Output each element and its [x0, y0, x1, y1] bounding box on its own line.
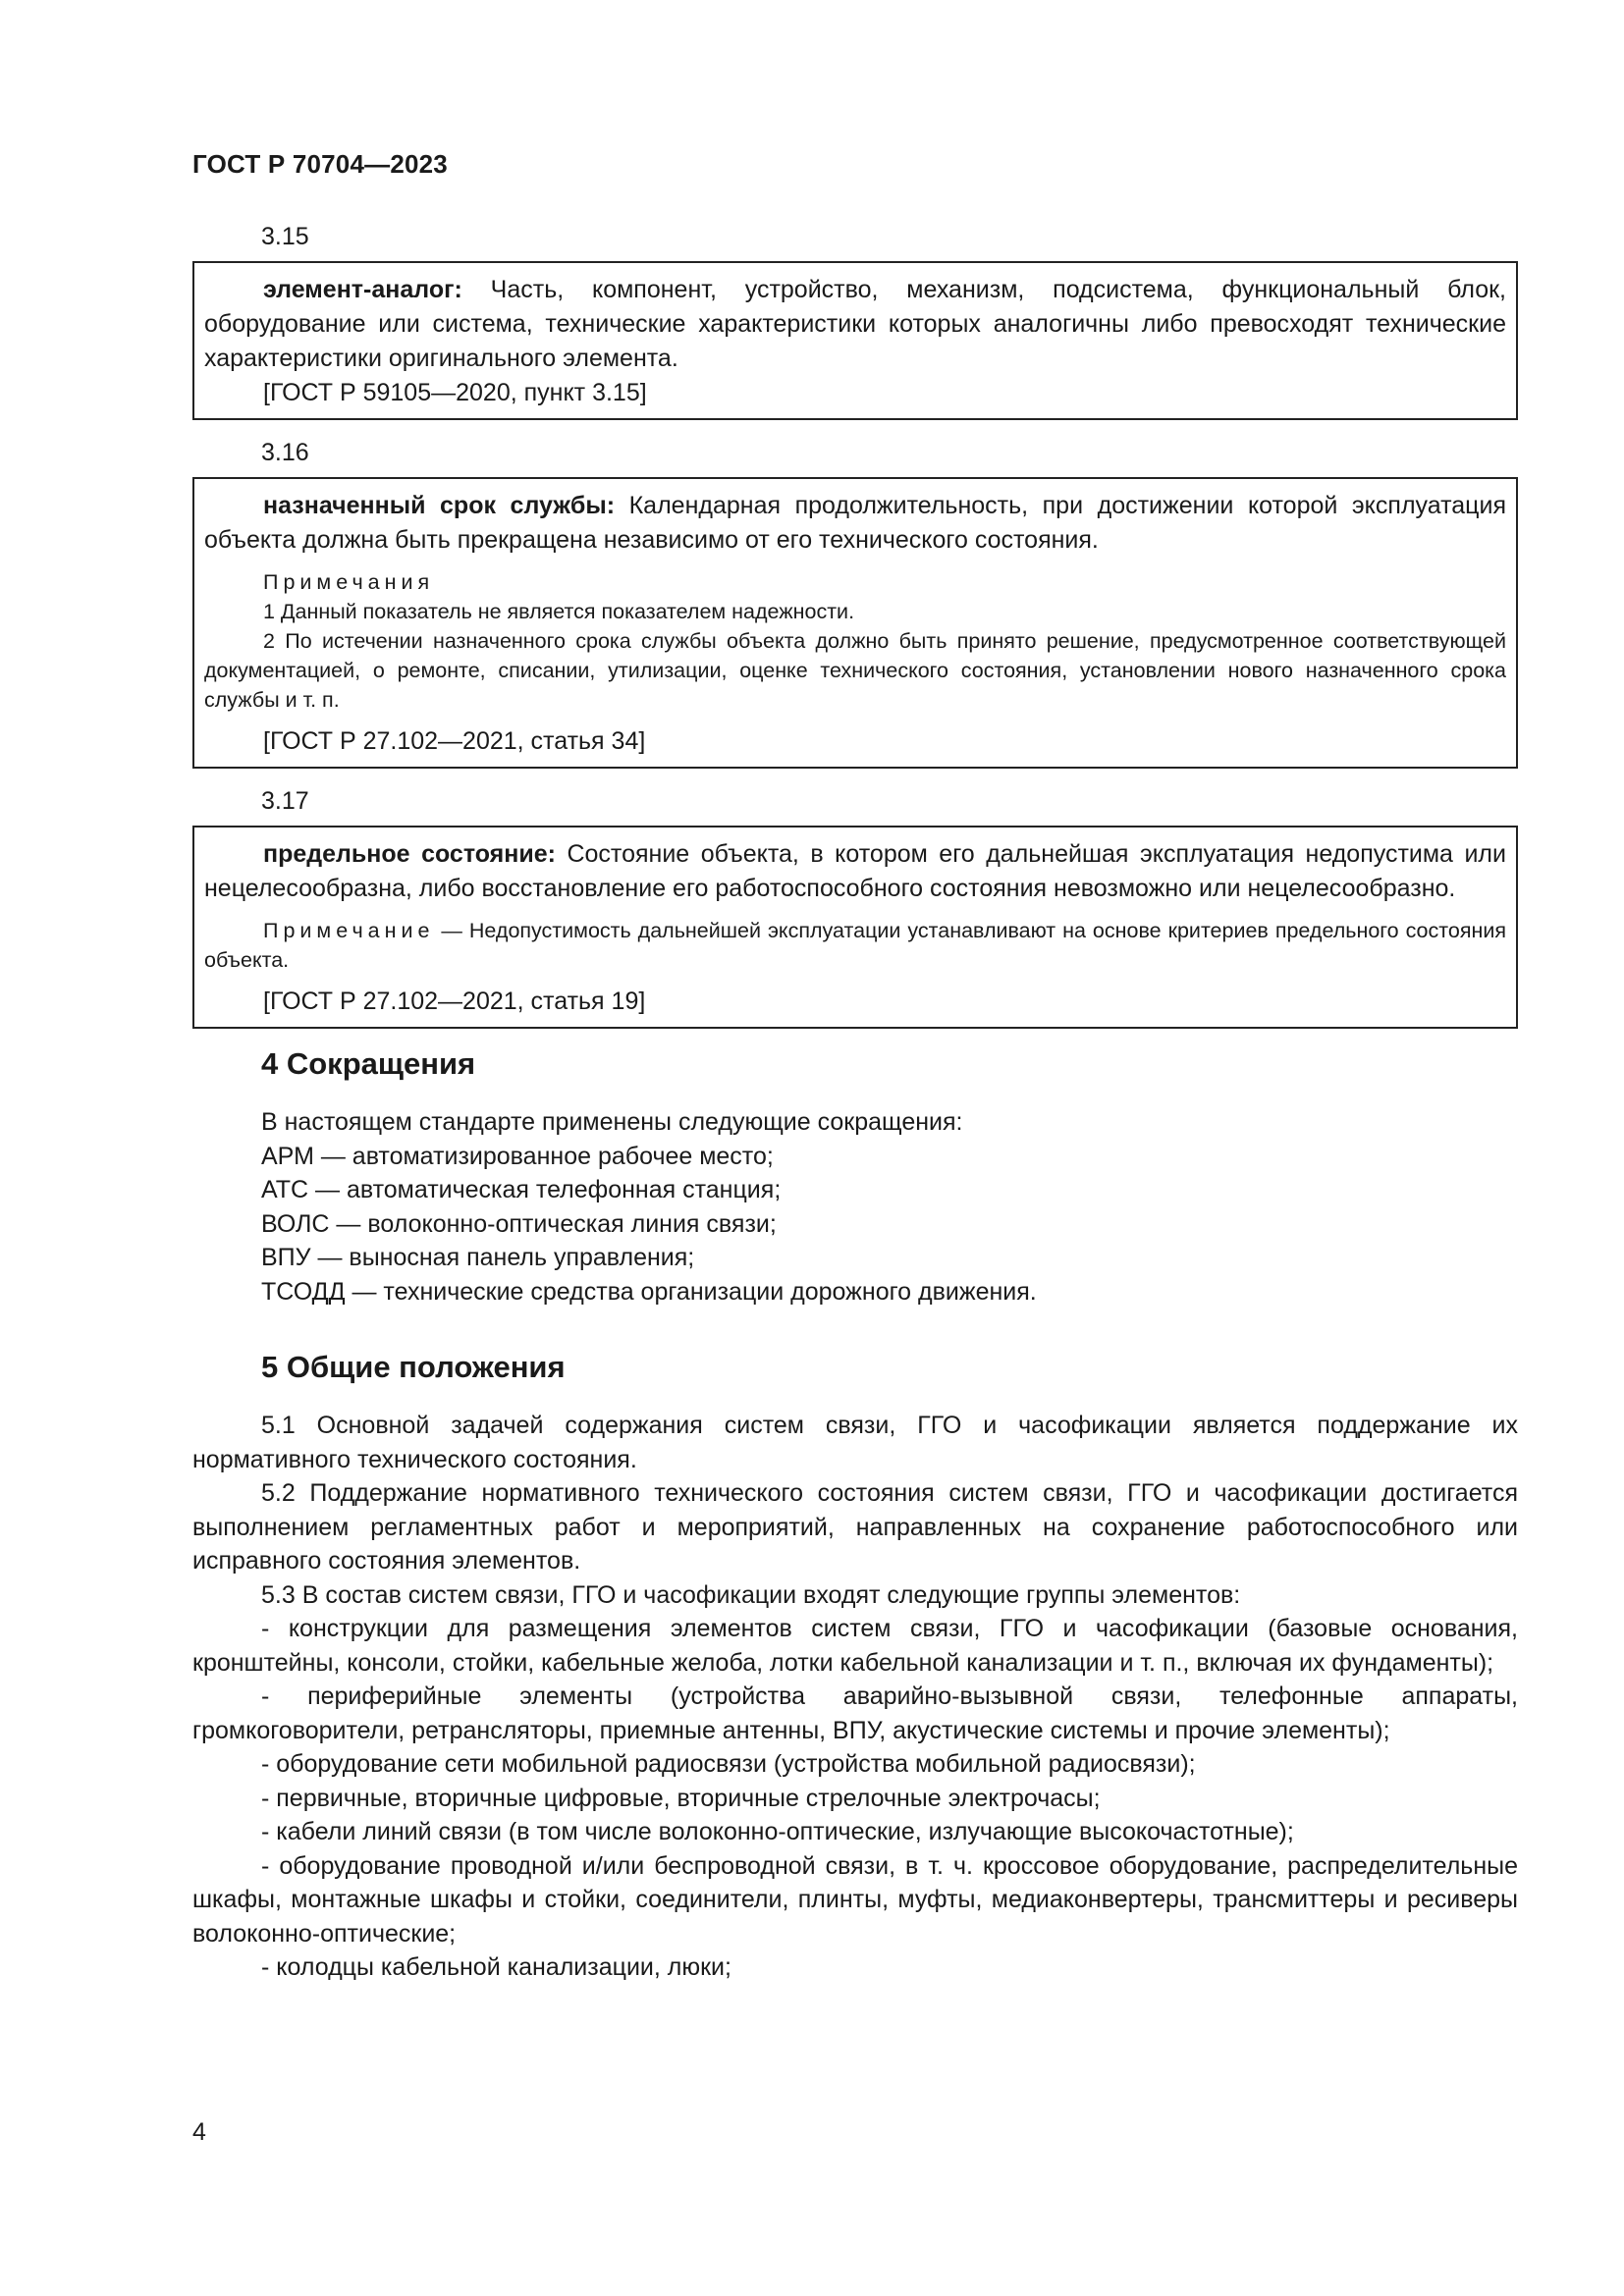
term-definition-paragraph	[204, 273, 1506, 376]
general-provisions	[192, 1409, 1518, 1985]
paragraph: 5.2 Поддержание нормативного технического состояния систем связи, ГГО и часофикации достигается выполнением регламентных работ и мероприятий, направленных на сохранение работоспособного или исправного состояния элементов.	[192, 1479, 1518, 1575]
page-number: 4	[192, 2118, 206, 2146]
abbreviations-intro: В настоящем стандарте применены следующие сокращения:	[261, 1108, 963, 1136]
paragraph: 5.1 Основной задачей содержания систем связи, ГГО и часофикации является поддержание их нормативного технического состояния.	[192, 1412, 1518, 1473]
abbreviation-item: АРМ — автоматизированное рабочее место;	[261, 1142, 774, 1170]
term-number: 3.16	[261, 439, 309, 466]
note-item: 1 Данный показатель не является показателем надежности.	[263, 600, 855, 623]
term-title: предельное состояние:	[263, 840, 556, 868]
section-4-title: 4 Сокращения	[261, 1046, 476, 1081]
term-note	[204, 916, 1506, 975]
term-number: 3.15	[261, 223, 309, 250]
paragraph: 5.3 В состав систем связи, ГГО и часофикации входят следующие группы элементов:	[261, 1580, 1241, 1609]
term-source: [ГОСТ Р 59105—2020, пункт 3.15]	[263, 379, 647, 406]
list-item: - первичные, вторичные цифровые, вторичные стрелочные электрочасы;	[261, 1784, 1101, 1812]
list-item: - колодцы кабельной канализации, люки;	[261, 1953, 731, 1981]
term-definition: Календарная продолжительность, при достижении которой эксплуатация объекта должна быть прекращена независимо от его технического состояния.	[204, 492, 1506, 554]
term-box-3-16	[192, 477, 1518, 769]
section-5-title: 5 Общие положения	[261, 1350, 566, 1384]
abbreviation-item: АТС — автоматическая телефонная станция;	[261, 1176, 782, 1203]
term-definition: Состояние объекта, в котором его дальнейшая эксплуатация недопустима или нецелесообразна, либо восстановление его работоспособного состояния невозможно или нецелесообразно.	[204, 840, 1506, 902]
list-item: - кабели линий связи (в том числе волоконно-оптические, излучающие высокочастотные);	[261, 1818, 1294, 1845]
term-source: [ГОСТ Р 27.102—2021, статья 19]	[263, 988, 646, 1015]
list-item: - оборудование проводной и/или беспроводной связи, в т. ч. кроссовое оборудование, распределительные шкафы, монтажные шкафы и стойки, соединители, плинты, муфты, медиаконвертеры, трансмиттеры и ресиверы волоконно-оптические;	[192, 1851, 1518, 1948]
list-item: - периферийные элементы (устройства аварийно-вызывной связи, телефонные аппараты, громкоговорители, ретрансляторы, приемные антенны, ВПУ, акустические системы и прочие элементы);	[192, 1682, 1518, 1744]
note-item: 2 По истечении назначенного срока службы объекта должно быть принято решение, предусмотренное соответствующей документацией, о ремонте, списании, утилизации, оценке технического состояния, установлении нового назначенного срока службы и т. п.	[204, 629, 1506, 712]
term-box-3-17	[192, 826, 1518, 1029]
abbreviations-list	[192, 1105, 1518, 1308]
list-item: - оборудование сети мобильной радиосвязи (устройства мобильной радиосвязи);	[261, 1750, 1196, 1778]
abbreviation-item: ВОЛС — волоконно-оптическая линия связи;	[261, 1209, 777, 1238]
term-definition-paragraph	[204, 837, 1506, 906]
term-title: элемент-аналог:	[263, 276, 462, 303]
term-source: [ГОСТ Р 27.102—2021, статья 34]	[263, 727, 646, 755]
note-paragraph	[204, 916, 1506, 975]
document-code-header: ГОСТ Р 70704—2023	[192, 149, 448, 179]
term-notes	[204, 567, 1506, 715]
note-heading: Примечание	[263, 919, 435, 942]
abbreviation-item: ТСОДД — технические средства организации дорожного движения.	[261, 1277, 1037, 1306]
page-content	[192, 220, 1518, 1985]
term-number: 3.17	[261, 787, 309, 815]
term-definition-paragraph	[204, 489, 1506, 558]
notes-heading: Примечания	[263, 570, 435, 594]
term-box-3-15	[192, 261, 1518, 420]
term-definition: Часть, компонент, устройство, механизм, подсистема, функциональный блок, оборудование или система, технические характеристики которых аналогичны либо превосходят технические характеристики оригинального элемента.	[204, 276, 1506, 372]
term-title: назначенный срок службы:	[263, 492, 616, 519]
note-text: — Недопустимость дальнейшей эксплуатации устанавливают на основе критериев предельного состояния объекта.	[204, 919, 1506, 972]
list-item: - конструкции для размещения элементов систем связи, ГГО и часофикации (базовые основания, кронштейны, консоли, стойки, кабельные желоба, лотки кабельной канализации и т. п., включая их фундаменты);	[192, 1615, 1518, 1677]
abbreviation-item: ВПУ — выносная панель управления;	[261, 1244, 695, 1271]
